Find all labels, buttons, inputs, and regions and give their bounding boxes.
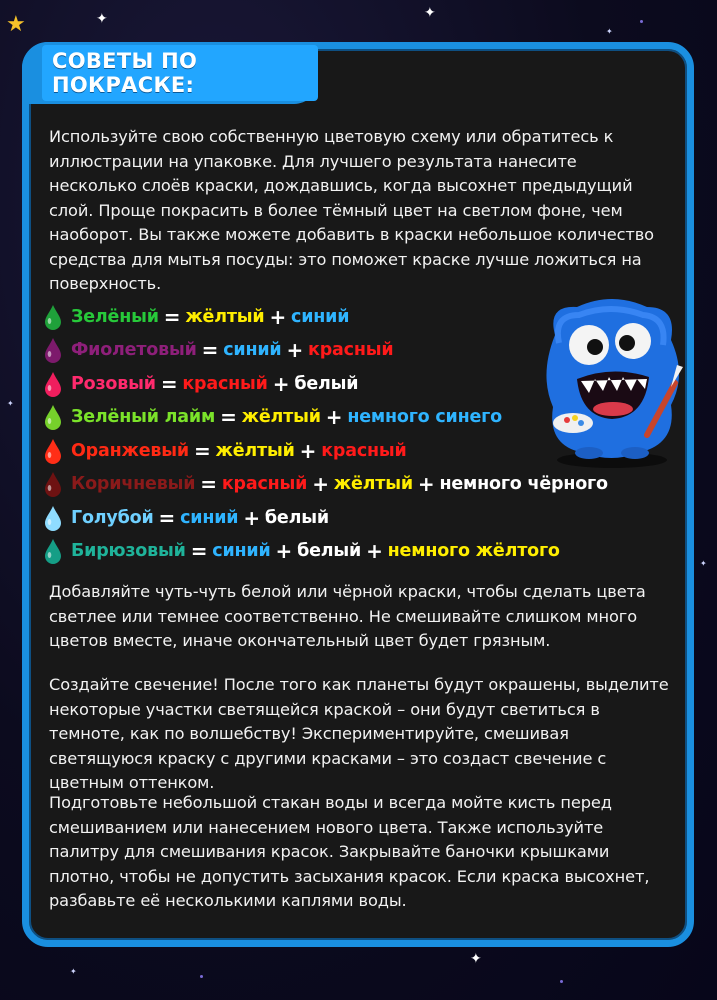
recipe-row xyxy=(43,334,608,368)
paint-drop-icon xyxy=(43,371,63,397)
recipe-row xyxy=(43,501,608,535)
paint-drop-icon xyxy=(43,471,63,497)
recipe-row xyxy=(43,535,608,569)
cleanup-tip: Подготовьте небольшой стакан воды и всегда мойте кисть перед смешиванием или нанесением нового цвета. Также используйте палитру для смешивания красок. Закрывайте баночки крышками плотно, чтобы не допустить засыхания красок. Если краска высохнет, разбавьте её несколькими каплями воды. xyxy=(49,793,650,910)
recipe-ingredient: немного синего xyxy=(347,407,502,428)
recipe-row xyxy=(43,367,608,401)
equals-sign: = xyxy=(190,539,208,564)
plus-sign: + xyxy=(325,405,343,430)
equals-sign: = xyxy=(201,338,219,363)
recipe-ingredient: красный xyxy=(321,440,407,461)
recipe-row xyxy=(43,468,608,502)
paint-drop-icon xyxy=(43,438,63,464)
plus-sign: + xyxy=(269,304,287,329)
page-title: СОВЕТЫ ПО ПОКРАСКЕ: xyxy=(42,45,318,101)
star-icon: ✦ xyxy=(424,5,436,21)
star-icon: ✦ xyxy=(606,27,613,36)
recipe-result-color: Фиолетовый xyxy=(71,340,197,361)
star-icon: ✦ xyxy=(70,967,77,976)
equals-sign: = xyxy=(200,472,217,497)
recipe-ingredient: красный xyxy=(221,474,308,495)
intro-paragraph: Используйте свою собственную цветовую схему или обратитесь к иллюстрации на упаковке. Для лучшего результата нанесите несколько слоёв краски, дождавшись, когда высохнет предыдущий слой. Проще покрасить в более тёмный цвет на светлом фоне, чем наоборот. Вы также можете добавить в краски небольшое количество средства для мытья посуды: это поможет краске лучше ложиться на поверхность. xyxy=(49,127,654,293)
color-recipes-list xyxy=(43,300,608,568)
recipe-ingredient: синий xyxy=(212,541,271,562)
recipe-ingredient: синий xyxy=(291,306,350,327)
recipe-result-color: Оранжевый xyxy=(71,440,189,461)
glow-tip: Создайте свечение! После того как планеты будут окрашены, выделите некоторые участки светящейся краской – они будут светиться в темноте, как по волшебству! Экспериментируйте, смешивая светящуюся краску с другими красками – это создаст свечение с цветным оттенком. xyxy=(49,675,669,792)
plus-sign: + xyxy=(417,472,435,497)
tips-panel xyxy=(22,42,694,947)
paint-drop-icon xyxy=(43,538,63,564)
recipe-ingredient: жёлтый xyxy=(185,306,265,327)
recipe-ingredient: жёлтый xyxy=(241,407,321,428)
recipe-result-color: Зелёный xyxy=(71,306,159,327)
recipe-ingredient: красный xyxy=(308,340,394,361)
recipe-ingredient: жёлтый xyxy=(333,474,413,495)
recipe-ingredient: немного жёлтого xyxy=(387,541,560,562)
recipe-result-color: Бирюзовый xyxy=(71,541,186,562)
paint-drop-icon xyxy=(43,404,63,430)
plus-sign: + xyxy=(275,539,293,564)
recipe-row xyxy=(43,401,608,435)
paint-drop-icon xyxy=(43,337,63,363)
equals-sign: = xyxy=(160,371,178,396)
recipe-ingredient: белый xyxy=(297,541,362,562)
plus-sign: + xyxy=(312,472,329,497)
recipe-result-color: Голубой xyxy=(71,507,154,528)
plus-sign: + xyxy=(366,539,383,564)
star-icon: ✦ xyxy=(7,399,14,408)
equals-sign: = xyxy=(158,505,176,530)
title-bar xyxy=(22,42,318,104)
plus-sign: + xyxy=(272,371,290,396)
recipe-result-color: Розовый xyxy=(71,373,156,394)
recipe-ingredient: белый xyxy=(264,507,329,528)
lightness-tip: Добавляйте чуть-чуть белой или чёрной краски, чтобы сделать цвета светлее или темнее соответственно. Не смешивайте слишком много цветов вместе, иначе окончательный цвет будет грязным. xyxy=(49,582,646,650)
recipe-ingredient: красный xyxy=(182,373,268,394)
star-dot xyxy=(640,20,643,23)
star-dot xyxy=(560,980,563,983)
recipe-row xyxy=(43,434,608,468)
plus-sign: + xyxy=(286,338,304,363)
plus-sign: + xyxy=(243,505,260,530)
recipe-ingredient: белый xyxy=(294,373,359,394)
recipe-row xyxy=(43,300,608,334)
equals-sign: = xyxy=(193,438,211,463)
plus-sign: + xyxy=(299,438,317,463)
equals-sign: = xyxy=(163,304,181,329)
recipe-ingredient: немного чёрного xyxy=(439,474,608,495)
equals-sign: = xyxy=(220,405,237,430)
paint-drop-icon xyxy=(43,505,63,531)
star-icon: ✦ xyxy=(96,11,108,27)
recipe-result-color: Зелёный лайм xyxy=(71,407,216,428)
star-dot xyxy=(200,975,203,978)
recipe-ingredient: синий xyxy=(180,507,239,528)
paint-drop-icon xyxy=(43,304,63,330)
blue-monster-illustration xyxy=(537,295,687,470)
recipe-ingredient: синий xyxy=(223,340,282,361)
star-icon: ✦ xyxy=(470,951,482,967)
recipe-result-color: Коричневый xyxy=(71,474,196,495)
star-icon: ✦ xyxy=(700,559,707,568)
gold-star-icon: ★ xyxy=(6,12,26,37)
recipe-ingredient: жёлтый xyxy=(215,440,295,461)
